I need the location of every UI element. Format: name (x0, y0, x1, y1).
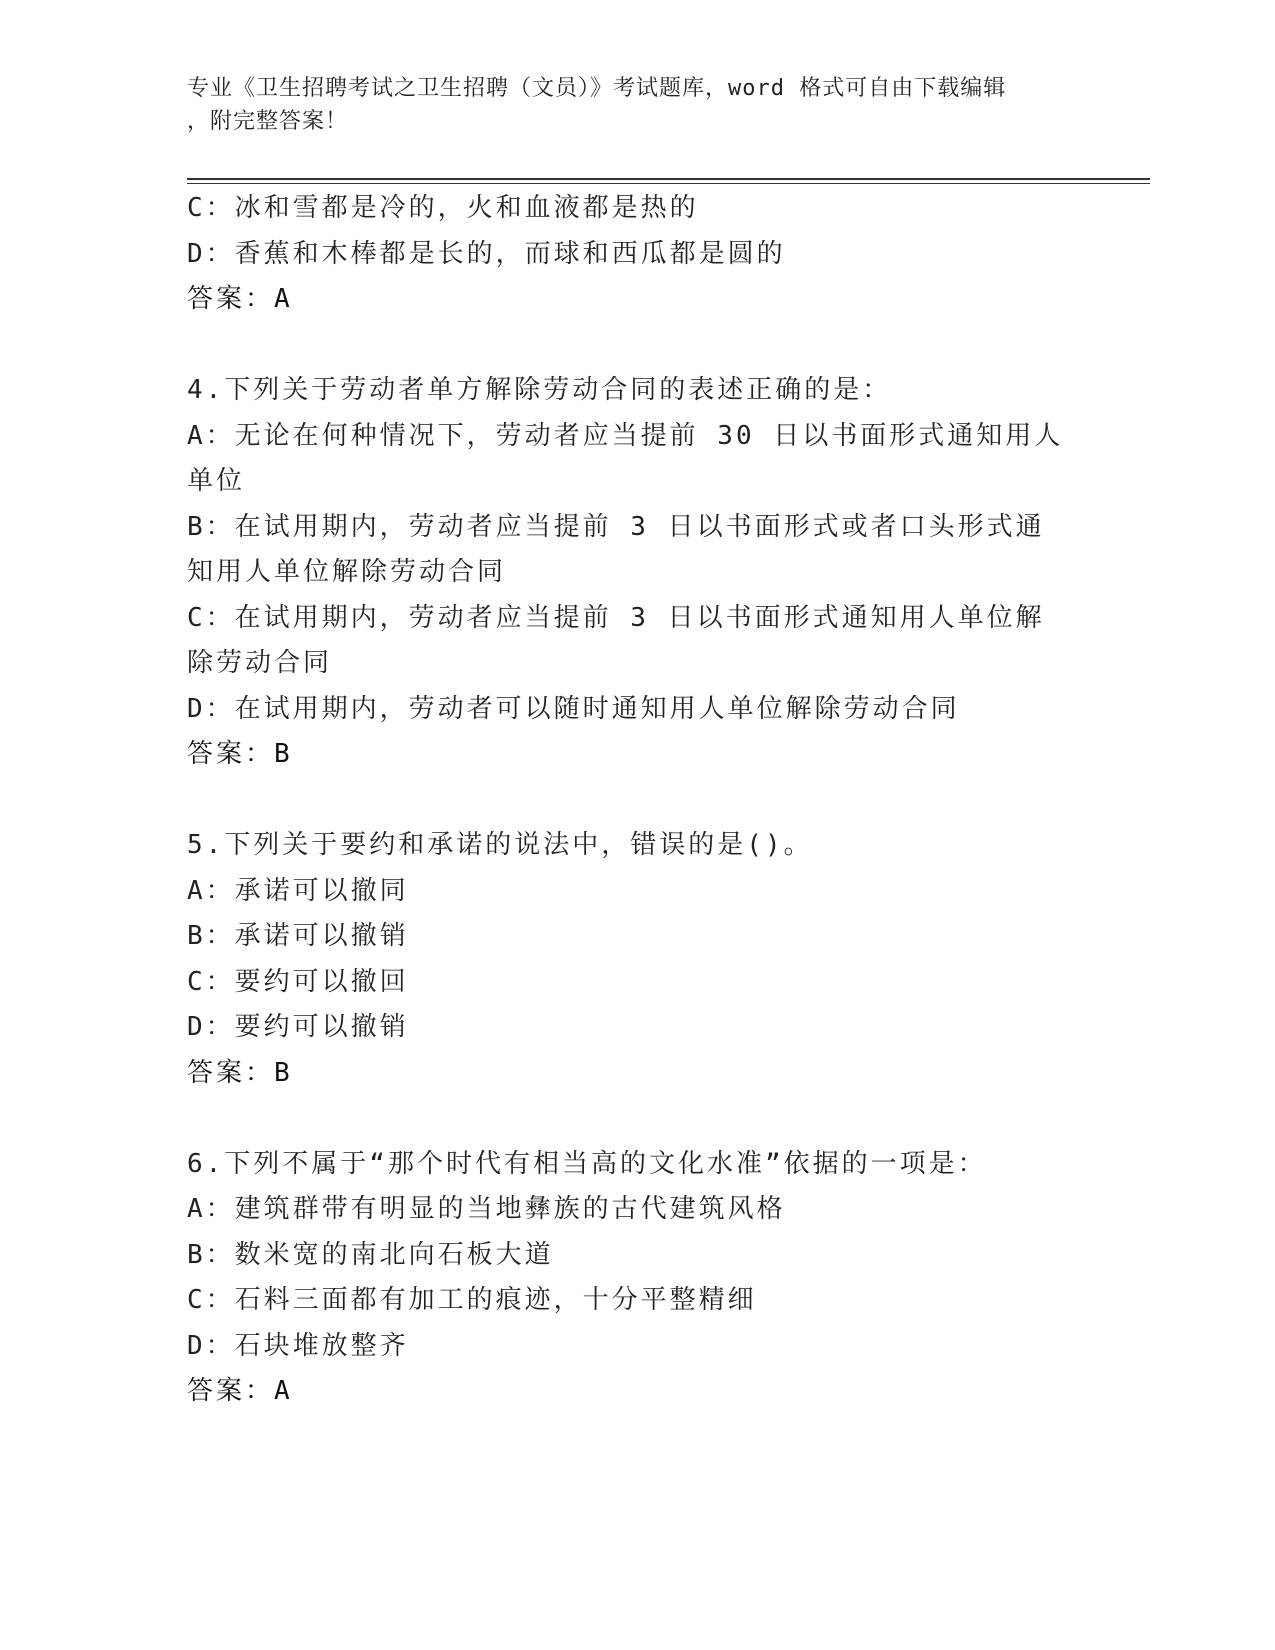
question-stem: 4.下列关于劳动者单方解除劳动合同的表述正确的是： (187, 375, 892, 405)
question-stem: 5.下列关于要约和承诺的说法中，错误的是()。 (187, 830, 813, 860)
option-d: D：要约可以撤销 (187, 1012, 409, 1042)
question-carryover (187, 186, 1067, 323)
option-a: A：无论在何种情况下，劳动者应当提前 30 日以书面形式通知用人单位 (187, 420, 1064, 496)
option-c: C：要约可以撤回 (187, 966, 409, 997)
answer: 答案：A (187, 1376, 293, 1406)
question-list (187, 186, 1067, 1460)
question-4 (187, 368, 1067, 778)
option-b: B：数米宽的南北向石板大道 (187, 1239, 554, 1270)
option-b: B：在试用期内，劳动者应当提前 3 日以书面形式或者口头形式通知用人单位解除劳动合同 (187, 511, 1045, 587)
option-c: C：在试用期内，劳动者应当提前 3 日以书面形式通知用人单位解除劳动合同 (187, 602, 1045, 678)
option-c: C：石料三面都有加工的痕迹，十分平整精细 (187, 1285, 757, 1315)
header-line-2: ，附完整答案！ (187, 109, 349, 134)
header-rule-thin (187, 183, 1150, 184)
question-6 (187, 1142, 1067, 1415)
header-rule-thick (187, 178, 1150, 180)
answer: 答案：A (187, 284, 293, 314)
option-a: A：建筑群带有明显的当地彝族的古代建筑风格 (187, 1194, 786, 1224)
option-b: B：承诺可以撤销 (187, 921, 409, 951)
option-d: D：香蕉和木棒都是长的，而球和西瓜都是圆的 (187, 238, 786, 269)
question-stem: 6.下列不属于“那个时代有相当高的文化水准”依据的一项是： (187, 1148, 987, 1179)
answer: 答案：B (187, 1057, 293, 1088)
option-d: D：石块堆放整齐 (187, 1330, 409, 1361)
option-c: C：冰和雪都是冷的，火和血液都是热的 (187, 193, 699, 223)
answer: 答案：B (187, 739, 293, 769)
document-header (187, 72, 1067, 138)
option-a: A：承诺可以撤同 (187, 875, 409, 906)
header-line-1: 专业《卫生招聘考试之卫生招聘（文员）》考试题库，word 格式可自由下载编辑 (187, 76, 1007, 101)
question-5 (187, 823, 1067, 1096)
option-d: D：在试用期内，劳动者可以随时通知用人单位解除劳动合同 (187, 693, 960, 724)
